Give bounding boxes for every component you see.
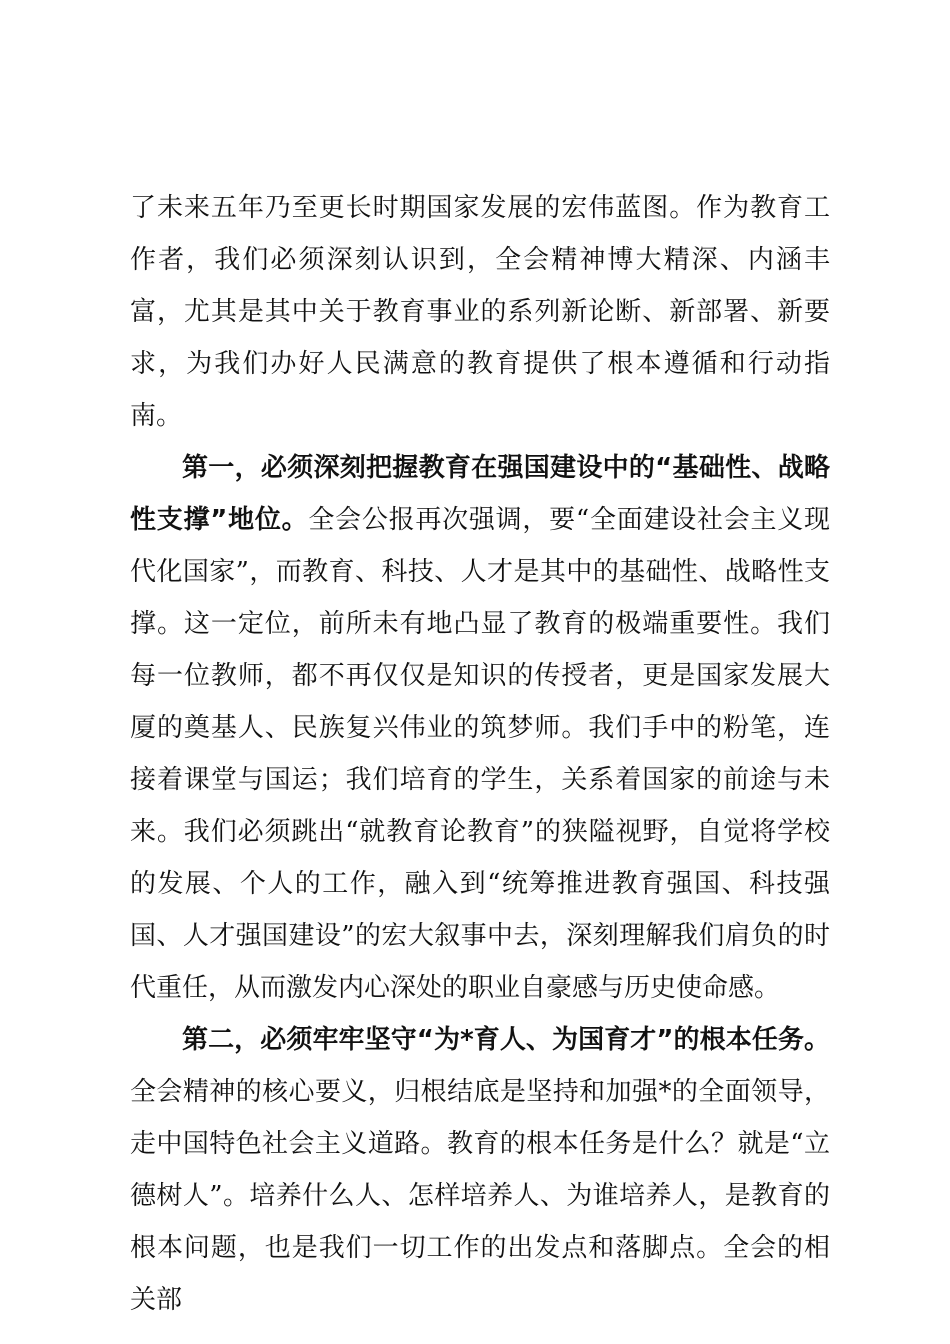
document-body	[130, 182, 830, 1326]
paragraph-intro	[130, 182, 830, 442]
paragraph-second-point-heading: 第二，必须牢牢坚守“为*育人、为国育才”的根本任务。	[182, 1025, 830, 1055]
paragraph-intro-text: 了未来五年乃至更长时期国家发展的宏伟蓝图。作为教育工作者，我们必须深刻认识到，全会精神博大精深、内涵丰富，尤其是其中关于教育事业的系列新论断、新部署、新要求，为我们办好人民满意的教育提供了根本遵循和行动指南。	[130, 193, 830, 431]
paragraph-first-point-text: 全会公报再次强调，要“全面建设社会主义现代化国家”，而教育、科技、人才是其中的基础性、战略性支撑。这一定位，前所未有地凸显了教育的极端重要性。我们每一位教师，都不再仅仅是知识的传授者，更是国家发展大厦的奠基人、民族复兴伟业的筑梦师。我们手中的粉笔，连接着课堂与国运；我们培育的学生，关系着国家的前途与未来。我们必须跳出“就教育论教育”的狭隘视野，自觉将学校的发展、个人的工作，融入到“统筹推进教育强国、科技强国、人才强国建设”的宏大叙事中去，深刻理解我们肩负的时代重任，从而激发内心深处的职业自豪感与历史使命感。	[130, 505, 830, 1003]
paragraph-first-point-heading: 第一，必须深刻把握教育在强国建设中的“基础性、战略性支撑”地位。	[130, 453, 830, 535]
paragraph-second-point-text: 全会精神的核心要义，归根结底是坚持和加强*的全面领导，走中国特色社会主义道路。教育的根本任务是什么？就是“立德树人”。培养什么人、怎样培养人、为谁培养人，是教育的根本问题，也是我们一切工作的出发点和落脚点。全会的相关部	[130, 1077, 830, 1315]
paragraph-second-point	[130, 1014, 830, 1326]
paragraph-first-point	[130, 442, 830, 1014]
